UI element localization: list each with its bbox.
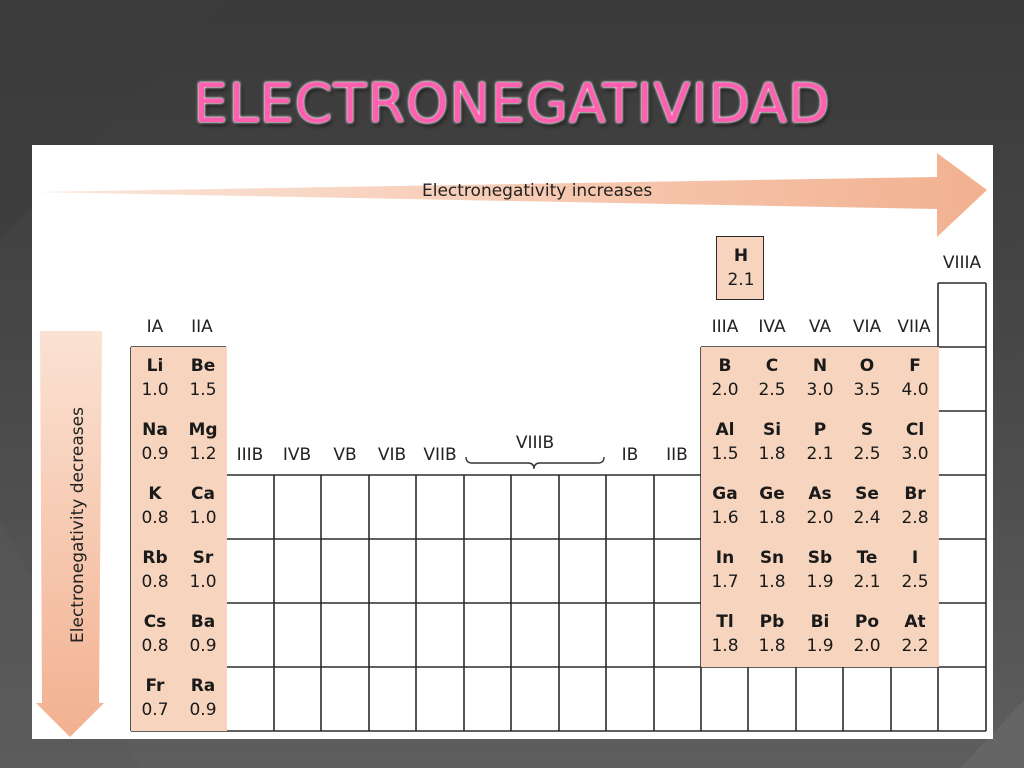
slide-title: ELECTRONEGATIVIDAD	[193, 72, 831, 135]
electronegativity-value: 1.6	[711, 508, 739, 528]
element-cell-te	[843, 539, 891, 603]
element-symbol: P	[813, 420, 827, 440]
element-cell-li	[131, 347, 179, 411]
electronegativity-value: 2.0	[853, 636, 881, 656]
element-symbol: Li	[146, 356, 164, 376]
element-symbol: K	[148, 484, 162, 504]
element-cell-bi	[796, 603, 844, 667]
element-cell-at	[891, 603, 939, 667]
element-symbol: Pb	[759, 612, 785, 632]
element-cell-si	[748, 411, 796, 475]
element-symbol: Sn	[759, 548, 785, 568]
group-label-viiib: VIIIB	[515, 433, 555, 453]
group-label-ivb: IVB	[282, 445, 312, 465]
element-symbol: O	[859, 356, 875, 376]
electronegativity-value: 2.4	[853, 508, 881, 528]
element-symbol: Ba	[190, 612, 216, 632]
group-label-iib: IIB	[666, 445, 688, 465]
electronegativity-value: 1.5	[711, 444, 739, 464]
group-label-viia: VIIA	[897, 317, 931, 337]
element-symbol: Te	[856, 548, 878, 568]
group-label-iva: IVA	[758, 317, 786, 337]
electronegativity-value: 1.9	[806, 636, 834, 656]
element-cell-cl	[891, 411, 939, 475]
electronegativity-value: 0.9	[189, 700, 217, 720]
element-symbol: Bi	[810, 612, 830, 632]
element-symbol: F	[909, 356, 921, 376]
element-symbol: Po	[854, 612, 880, 632]
electronegativity-value: 3.5	[853, 380, 881, 400]
element-symbol: I	[911, 548, 919, 568]
element-symbol: Se	[855, 484, 879, 504]
group-label-viib: VIIB	[423, 445, 457, 465]
element-cell-h	[716, 236, 764, 300]
element-cell-o	[843, 347, 891, 411]
electronegativity-value: 2.0	[711, 380, 739, 400]
element-cell-c	[748, 347, 796, 411]
element-cell-po	[843, 603, 891, 667]
element-symbol: B	[718, 356, 732, 376]
group-label-iiia: IIIA	[711, 317, 739, 337]
element-cell-b	[701, 347, 749, 411]
element-symbol: As	[808, 484, 832, 504]
periodic-table-figure	[32, 145, 993, 739]
element-symbol: Sb	[807, 548, 833, 568]
element-symbol: Ga	[712, 484, 738, 504]
element-symbol: In	[715, 548, 735, 568]
electronegativity-value: 1.8	[758, 444, 786, 464]
group-label-iiib: IIIB	[236, 445, 264, 465]
element-symbol: N	[812, 356, 828, 376]
horizontal-arrow-label: Electronegativity increases	[422, 181, 653, 201]
element-cell-br	[891, 475, 939, 539]
group-label-vb: VB	[333, 445, 357, 465]
element-symbol: Rb	[142, 548, 168, 568]
viiib-brace	[466, 457, 604, 469]
electronegativity-value: 0.7	[141, 700, 169, 720]
element-symbol: Al	[715, 420, 735, 440]
element-cell-se	[843, 475, 891, 539]
element-cell-ca	[179, 475, 227, 539]
electronegativity-value: 2.2	[901, 636, 929, 656]
electronegativity-value: 2.1	[853, 572, 881, 592]
element-symbol: Cl	[905, 420, 925, 440]
electronegativity-value: 1.8	[758, 508, 786, 528]
group-label-vib: VIB	[377, 445, 407, 465]
element-symbol: At	[904, 612, 926, 632]
group-label-via: VIA	[852, 317, 882, 337]
element-cell-sn	[748, 539, 796, 603]
electronegativity-value: 1.5	[189, 380, 217, 400]
element-cell-fr	[131, 667, 179, 731]
electronegativity-value: 0.8	[141, 572, 169, 592]
element-symbol: Mg	[188, 420, 218, 440]
element-symbol: H	[733, 246, 749, 266]
electronegativity-value: 2.1	[806, 444, 834, 464]
element-cell-rb	[131, 539, 179, 603]
electronegativity-value: 0.8	[141, 508, 169, 528]
electronegativity-value: 1.8	[758, 572, 786, 592]
element-cell-pb	[748, 603, 796, 667]
element-cell-in	[701, 539, 749, 603]
element-cell-mg	[179, 411, 227, 475]
element-cell-al	[701, 411, 749, 475]
element-cell-sb	[796, 539, 844, 603]
electronegativity-value: 0.9	[189, 636, 217, 656]
element-cell-sr	[179, 539, 227, 603]
element-symbol: Be	[190, 356, 216, 376]
element-cell-ba	[179, 603, 227, 667]
element-cell-be	[179, 347, 227, 411]
electronegativity-value: 2.5	[758, 380, 786, 400]
electronegativity-value: 0.8	[141, 636, 169, 656]
electronegativity-value: 2.5	[853, 444, 881, 464]
electronegativity-value: 1.0	[189, 572, 217, 592]
element-symbol: S	[860, 420, 874, 440]
electronegativity-value: 3.0	[901, 444, 929, 464]
electronegativity-value: 3.0	[806, 380, 834, 400]
element-cell-na	[131, 411, 179, 475]
element-cell-ga	[701, 475, 749, 539]
electronegativity-value: 2.0	[806, 508, 834, 528]
electronegativity-value: 1.0	[141, 380, 169, 400]
group-label-ia: IA	[146, 317, 164, 337]
electronegativity-value: 4.0	[901, 380, 929, 400]
element-cell-cs	[131, 603, 179, 667]
element-cell-p	[796, 411, 844, 475]
group-label-iia: IIA	[191, 317, 213, 337]
element-cell-as	[796, 475, 844, 539]
electronegativity-value: 2.1	[727, 270, 755, 290]
vertical-arrow-label: Electronegativity decreases	[68, 407, 88, 643]
electronegativity-value: 0.9	[141, 444, 169, 464]
electronegativity-value: 1.7	[711, 572, 739, 592]
element-cell-tl	[701, 603, 749, 667]
element-cell-f	[891, 347, 939, 411]
element-cell-ra	[179, 667, 227, 731]
element-symbol: Cs	[143, 612, 167, 632]
element-cell-ge	[748, 475, 796, 539]
element-symbol: Tl	[716, 612, 734, 632]
electronegativity-value: 1.9	[806, 572, 834, 592]
element-cell-i	[891, 539, 939, 603]
element-symbol: Fr	[145, 676, 165, 696]
element-symbol: Ca	[191, 484, 215, 504]
element-symbol: C	[765, 356, 779, 376]
element-symbol: Sr	[192, 548, 214, 568]
element-symbol: Br	[904, 484, 926, 504]
element-symbol: Na	[142, 420, 168, 440]
electronegativity-value: 1.8	[711, 636, 739, 656]
electronegativity-value: 1.8	[758, 636, 786, 656]
group-label-ib: IB	[621, 445, 639, 465]
electronegativity-value: 1.2	[189, 444, 217, 464]
element-symbol: Ge	[759, 484, 785, 504]
electronegativity-value: 1.0	[189, 508, 217, 528]
group-label-viiia: VIIIA	[942, 253, 982, 273]
element-symbol: Ra	[190, 676, 216, 696]
electronegativity-value: 2.5	[901, 572, 929, 592]
element-symbol: Si	[762, 420, 782, 440]
electronegativity-value: 2.8	[901, 508, 929, 528]
element-cell-s	[843, 411, 891, 475]
element-cell-k	[131, 475, 179, 539]
group-label-va: VA	[808, 317, 832, 337]
element-cell-n	[796, 347, 844, 411]
